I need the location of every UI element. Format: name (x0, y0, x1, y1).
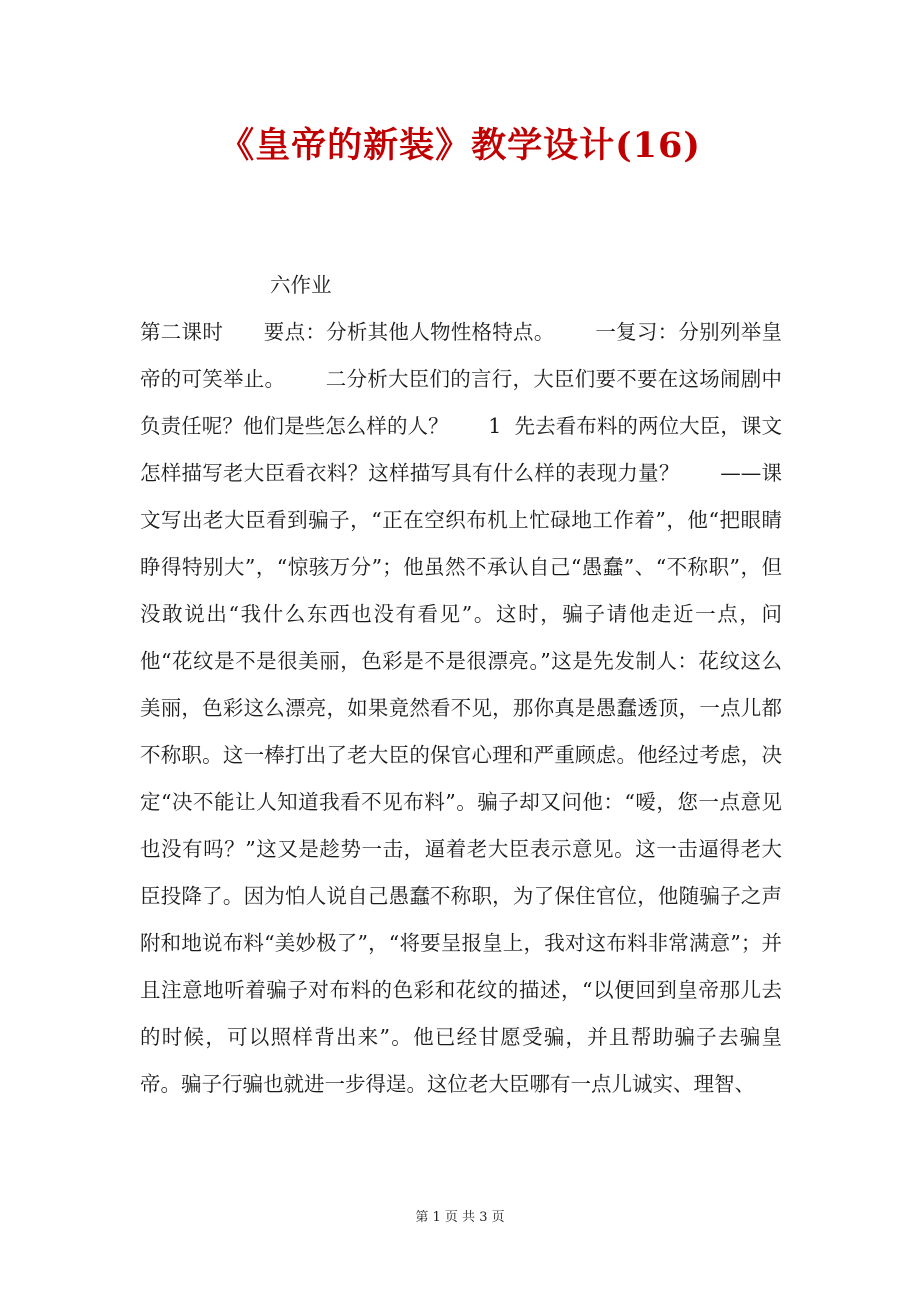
body-paragraph: 第二课时 要点：分析其他人物性格特点。 一复习：分别列举皇帝的可笑举止。 二分析大臣们的言行，大臣们要不要在这场闹剧中负责任呢？他们是些怎么样的人？ 1 先去看布料的两位大臣，课文怎样描写老大臣看衣料？这样描写具有什么样的表现力量？ ——课文写出老大臣看到骗子，“正在空织布机上忙碌地工作着”，他“把眼睛睁得特别大”，“惊骇万分”；他虽然不承认自己“愚蠢”、“不称职”，但没敢说出“我什么东西也没有看见”。这时，骗子请他走近一点，问他“花纹是不是很美丽，色彩是不是很漂亮。”这是先发制人：花纹这么美丽，色彩这么漂亮，如果竟然看不见，那你真是愚蠢透顶，一点儿都不称职。这一棒打出了老大臣的保官心理和严重顾虑。他经过考虑，决定“决不能让人知道我看不见布料”。骗子却又问他：“嗳，您一点意见也没有吗？”这又是趁势一击，逼着老大臣表示意见。这一击逼得老大臣投降了。因为怕人说自己愚蠢不称职，为了保住官位，他随骗子之声附和地说布料“美妙极了”，“将要呈报皇上，我对这布料非常满意”；并且注意地听着骗子对布料的色彩和花纹的描述，“以便回到皇帝那儿去的时候，可以照样背出来”。他已经甘愿受骗，并且帮助骗子去骗皇帝。骗子行骗也就进一步得逞。这位老大臣哪有一点儿诚实、理智、 (140, 320, 782, 1096)
document-body (140, 262, 782, 1108)
document-title: 《皇帝的新装》教学设计(16) (219, 125, 701, 166)
page-number-footer: 第 1 页 共 3 页 (415, 1210, 505, 1225)
section-heading: 六作业 (270, 273, 332, 297)
